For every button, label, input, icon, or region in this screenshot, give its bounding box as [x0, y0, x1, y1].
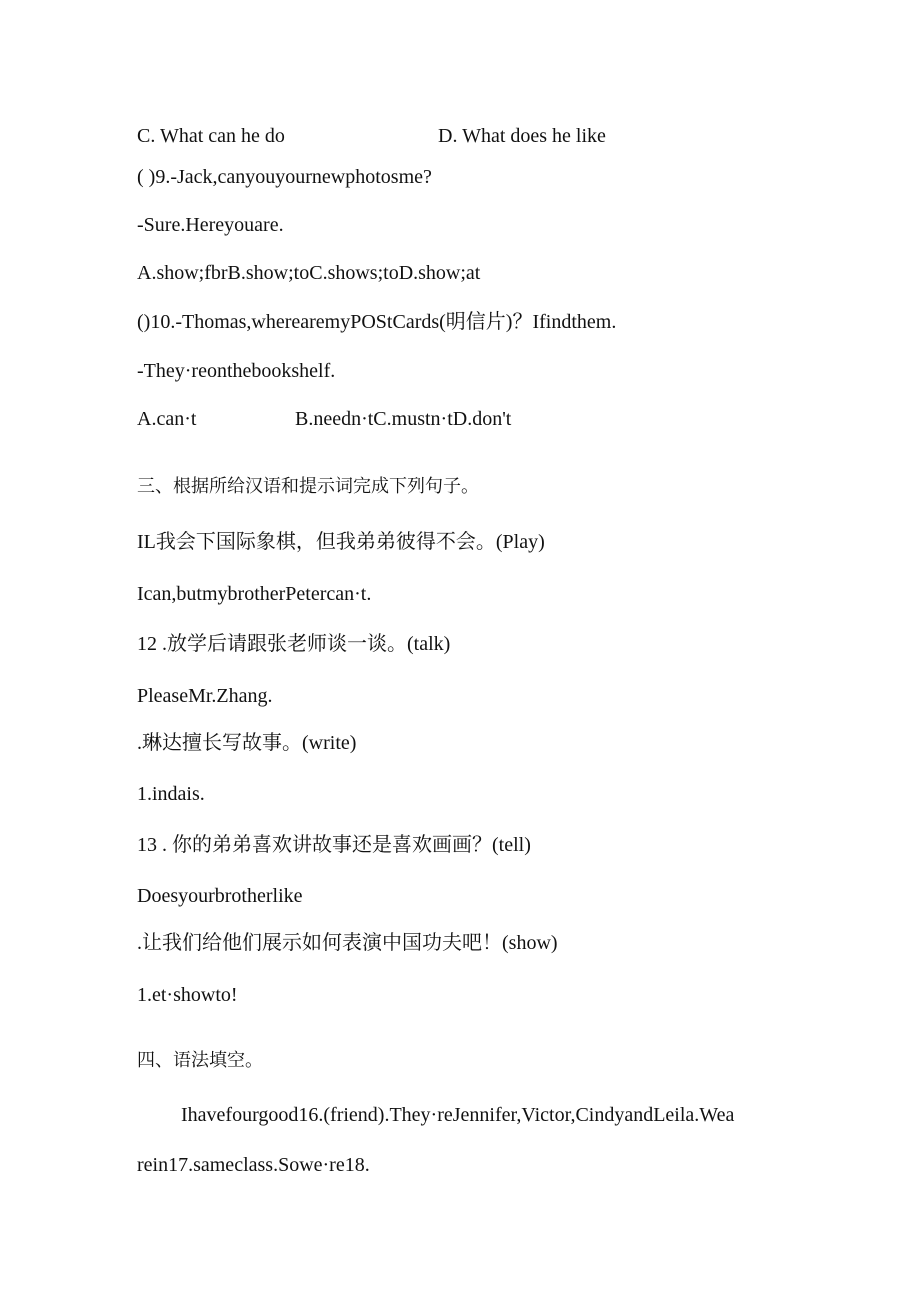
- question-9-reply: -Sure.Hereyouare.: [137, 214, 284, 236]
- item-11-prompt: IL我会下国际象棋，但我弟弟彼得不会。(Play): [137, 531, 545, 553]
- question-10-options: [137, 407, 512, 431]
- item-13-prompt-a: .琳达擅长写故事。(write): [137, 732, 357, 754]
- item-13-answer-a: 1.indais.: [137, 783, 205, 805]
- option-c: C. What can he do: [137, 125, 285, 147]
- item-15-answer: 1.et·showto!: [137, 984, 238, 1006]
- item-11-answer: Ican,butmybrotherPetercan·t.: [137, 583, 372, 605]
- question-9-options: A.show;fbrB.show;toC.shows;toD.show;at: [137, 262, 481, 284]
- question-9: ( )9.-Jack,canyouyournewphotosme?: [137, 166, 432, 188]
- option-line-c-d: [137, 124, 606, 148]
- option-b-c-d: B.needn·tC.mustn·tD.don't: [295, 408, 512, 430]
- option-a: A.can·t: [137, 408, 197, 430]
- section-4-heading: 四、语法填空。: [137, 1050, 263, 1071]
- question-10: ()10.-Thomas,wherearemyPOStCards(明信片)？Ifindthem.: [137, 311, 617, 333]
- item-15-prompt: .让我们给他们展示如何表演中国功夫吧！(show): [137, 932, 558, 954]
- section-3-heading: 三、根据所给汉语和提示词完成下列句子。: [137, 476, 479, 497]
- passage-line-1: Ihavefourgood16.(friend).They·reJennifer,Victor,CindyandLeila.Wea: [181, 1104, 735, 1126]
- passage-line-2: rein17.sameclass.Sowe·re18.: [137, 1154, 370, 1176]
- item-13-answer-b: Doesyourbrotherlike: [137, 885, 303, 907]
- question-10-reply: -They·reonthebookshelf.: [137, 360, 336, 382]
- item-13-prompt-b: 13 . 你的弟弟喜欢讲故事还是喜欢画画？(tell): [137, 834, 531, 856]
- option-d: D. What does he like: [438, 125, 606, 147]
- item-12-prompt: 12 .放学后请跟张老师谈一谈。(talk): [137, 633, 451, 655]
- item-12-answer: PleaseMr.Zhang.: [137, 685, 273, 707]
